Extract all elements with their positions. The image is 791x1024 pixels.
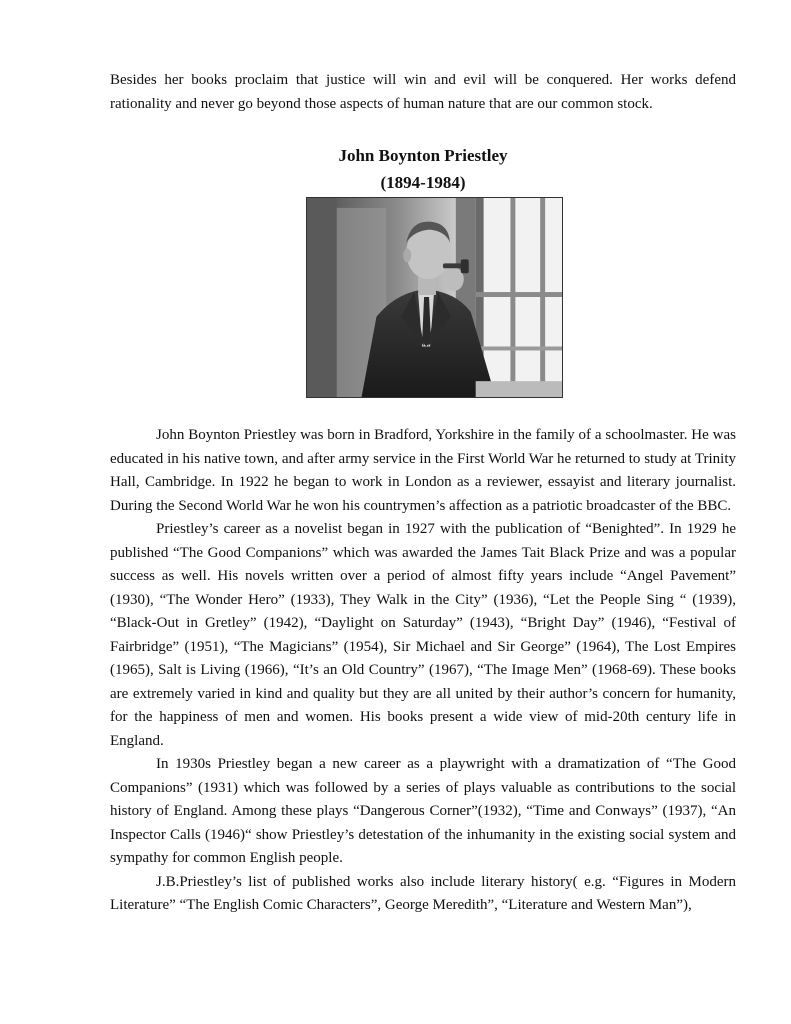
intro-paragraph: Besides her books proclaim that justice will win and evil will be conquered. Her works defend rationality and never go beyond those aspects of human nature that are our common stock.: [110, 72, 736, 112]
paragraph-playwright-career: In 1930s Priestley began a new career as a playwright with a dramatization of “The Good Companions” (1931) which was followed by a series of plays valuable as contributions to the social history of England. Among these plays “Dangerous Corner”(1932), “Time and Conways” (1937), “An Inspector Calls (1946)“ show Priestley’s detestation of the inhumanity in the existing social system and sympathy for common English people.: [110, 756, 736, 866]
biography-body: [110, 424, 736, 918]
portrait-photo: [306, 197, 563, 398]
paragraph-early-life: John Boynton Priestley was born in Bradford, Yorkshire in the family of a schoolmaster. He was educated in his native town, and after army service in the First World War he returned to study at Trinity Hall, Cambridge. In 1922 he began to work in London as a reviewer, essayist and literary journalist. During the Second World War he won his countrymen’s affection as a patriotic broadcaster of the BBC.: [110, 427, 736, 514]
section-years: (1894-1984): [380, 173, 466, 192]
section-title: John Boynton Priestley: [338, 146, 508, 165]
portrait-illustration: [307, 198, 562, 397]
paragraph-literary-history: J.B.Priestley’s list of published works also include literary history( e.g. “Figures in Modern Literature” “The English Comic Characters”, George Meredith”, “Literature and Western Man”),: [110, 873, 736, 913]
paragraph-novelist-career: Priestley’s career as a novelist began in 1927 with the publication of “Benighted”. In 1929 he published “The Good Companions” which was awarded the James Tait Black Prize and was a popular success as well. His novels written over a period of almost fifty years include “Angel Pavement” (1930), “The Wonder Hero” (1933), They Walk in the City” (1936), “Let the People Sing “ (1939), “Black-Out in Gretley” (1942), “Daylight on Saturday” (1943), “Bright Day” (1946), “Festival of Fairbridge” (1951), “The Magicians” (1954), Sir Michael and Sir George” (1964), The Lost Empires (1965), Salt is Living (1966), “It’s an Old Country” (1967), “The Image Men” (1968-69). These books are extremely varied in kind and quality but they are all united by their author’s concern for humanity, for the happiness of men and women. His books present a wide view of mid-20th century life in England.: [110, 521, 736, 749]
